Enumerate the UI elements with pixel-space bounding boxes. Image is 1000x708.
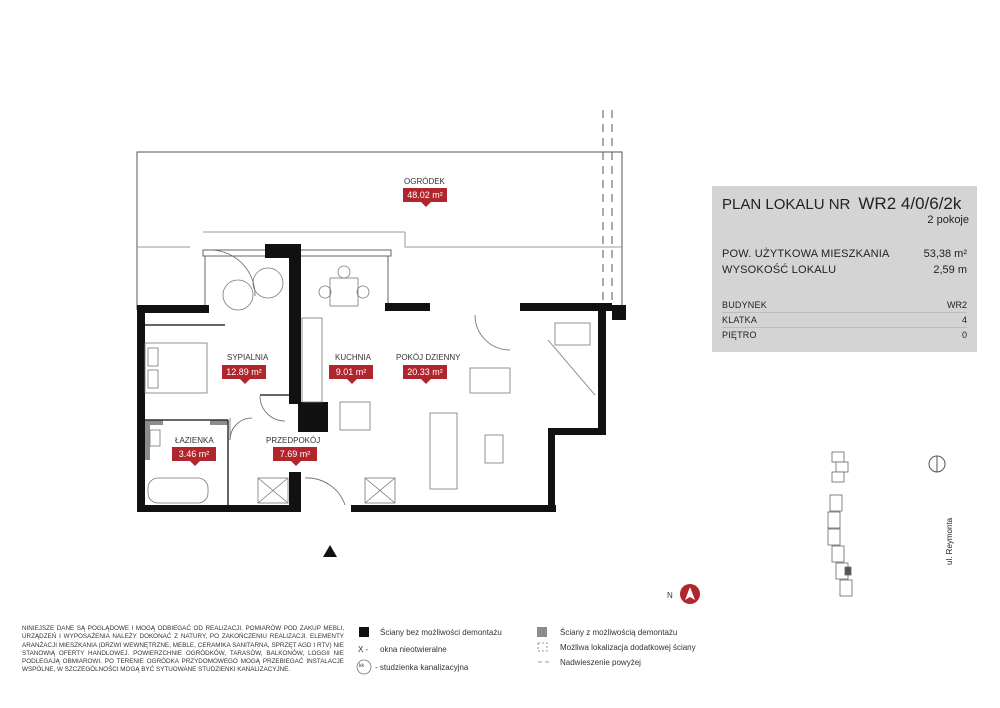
height-label: WYSOKOŚĆ LOKALU — [722, 264, 837, 276]
street-label: ul. Reymonta — [945, 517, 954, 565]
floor-label: PIĘTRO — [722, 330, 757, 340]
divider — [722, 327, 967, 328]
divider — [722, 312, 967, 313]
room-name-lazienka: ŁAZIENKA — [175, 436, 214, 445]
plan-title: PLAN LOKALU NR — [722, 196, 851, 213]
legend-removable-wall-swatch — [537, 627, 547, 637]
floor-value: 0 — [961, 330, 967, 340]
room-name-kuchnia: KUCHNIA — [335, 353, 372, 362]
room-area-sypialnia: 12.89 m² — [222, 365, 266, 379]
north-arrow-icon — [680, 584, 700, 604]
room-area-ogrodek: 48.02 m² — [403, 188, 447, 202]
room-area-pokoj-dzienny: 20.33 m² — [403, 365, 447, 379]
legend-fixed-wall-swatch — [359, 627, 369, 637]
legend-fixed-walls: Ściany bez możliwości demontażu — [380, 628, 502, 637]
structural-walls — [137, 244, 626, 512]
staircase-value: 4 — [961, 315, 967, 325]
room-name-pokoj-dzienny: POKÓJ DZIENNY — [396, 353, 461, 362]
north-label: N — [667, 591, 673, 600]
disclaimer-text: NINIEJSZE DANE SĄ POGLĄDOWE I MOGĄ ODBIEGAĆ OD REALIZACJI. POMIARÓW POD ZAKUP MEBLI, URZĄDZEŃ I WYPOSAŻENIA NALEŻY DOKONAĆ Z NATURY, PO ZAKOŃCZENIU REALIZACJI. ELEMENTY ARANŻACJI MIESZKANIA (DRZWI WEWNĘTRZNE, MEBLE, CERAMIKA SANITARNA, SPRZĘT AGD I RTV) NIE STANOWIĄ OFERTY HANDLOWEJ. POWIERZCHNIE OGRÓDKÓW, TARASÓW, BALKONÓW, LOGGII NIE PODLEGAJĄ OBMIAROWI. PO TERENIE OGRÓDKA PRZYDOMOWEGO MOGĄ PRZEBIEGAĆ INSTALACJE WSPÓLNE, W SZCZEGÓLNOŚCI MOGĄ BYĆ SYTUOWANE STUDZIENKI KANALIZACYJNE. — [22, 625, 344, 674]
usable-area-value: 53,38 m² — [923, 248, 967, 260]
room-area-przedpokoj: 7.69 m² — [273, 447, 317, 461]
apartment-code: WR2 4/0/6/2k — [858, 194, 962, 213]
site-map — [828, 452, 852, 596]
apartment-info-panel — [712, 186, 977, 352]
room-area-kuchnia: 9.01 m² — [329, 365, 373, 379]
usable-area-label: POW. UŻYTKOWA MIESZKANIA — [722, 248, 890, 260]
legend-overhang: Nadwieszenie powyżej — [560, 658, 641, 667]
overhang-lines — [603, 110, 612, 300]
rooms-count: 2 pokoje — [927, 214, 969, 226]
building-value: WR2 — [947, 300, 967, 310]
compass-icon — [929, 456, 945, 472]
legend-non-opening-windows: okna nieotwieralne — [380, 645, 447, 654]
room-area-lazienka: 3.46 m² — [172, 447, 216, 461]
height-value: 2,59 m — [933, 264, 967, 276]
legend-manhole-symbol: kk — [359, 663, 364, 669]
legend-non-opening-symbol: X - — [358, 645, 369, 654]
furniture — [145, 266, 595, 503]
legend-extra-wall: Możliwa lokalizacja dodatkowej ściany — [560, 643, 696, 652]
room-name-sypialnia: SYPIALNIA — [227, 353, 269, 362]
garden-outline — [137, 152, 622, 313]
building-label: BUDYNEK — [722, 300, 767, 310]
staircase-label: KLATKA — [722, 315, 758, 325]
room-name-ogrodek: OGRÓDEK — [404, 177, 445, 186]
legend-removable-walls: Ściany z możliwością demontażu — [560, 628, 678, 637]
entrance-arrow-icon — [323, 545, 337, 557]
plan-title-row — [722, 194, 961, 214]
legend-manhole: - studzienka kanalizacyjna — [375, 663, 469, 672]
room-name-przedpokoj: PRZEDPOKÓJ — [266, 436, 321, 445]
